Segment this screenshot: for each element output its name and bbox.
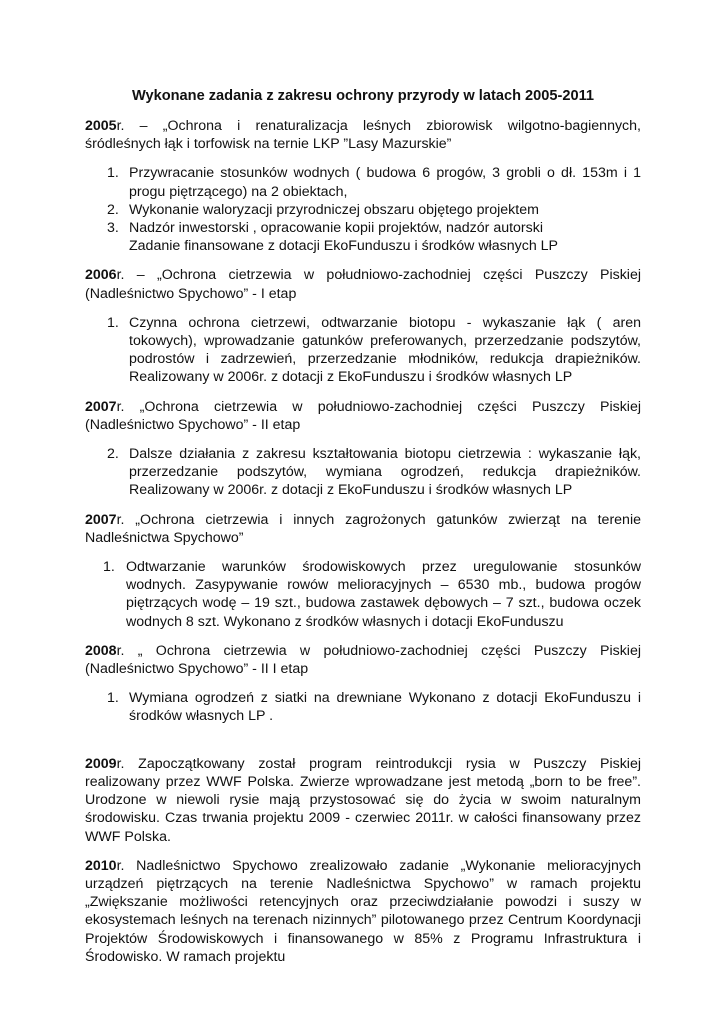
list-text: Odtwarzanie warunków środowiskowych przez uregulowanie stosunków wodnych. Zasypywanie rowów melioracyjnych – 6530 mb., budowa progów piętrzących wodę – 19 szt., budowa zastawek dębowych – 7 szt., budowa oczek wodnych 8 szt. Wykonano z środków własnych i dotacji EkoFunduszu xyxy=(126,559,641,630)
list-text: Wymiana ogrodzeń z siatki na drewniane Wykonano z dotacji EkoFunduszu i środków własnych LP . xyxy=(129,690,641,725)
list-item xyxy=(85,219,641,237)
list-number: 2. xyxy=(107,201,119,218)
section-text: r. – „Ochrona i renaturalizacja leśnych zbiorowisk wilgotno-bagiennych, śródleśnych łąk i torfowisk na ternie LKP ”Lasy Mazurskie” xyxy=(85,118,641,153)
list-item xyxy=(85,164,641,200)
task-list xyxy=(85,445,641,500)
section-2009 xyxy=(85,755,641,846)
list-number: 3. xyxy=(107,220,119,237)
section-text: r. „ Ochrona cietrzewia w południowo-zachodniej części Puszczy Piskiej (Nadleśnictwo Spychowo” - II I etap xyxy=(85,642,641,678)
section-year: 2009 xyxy=(85,755,117,772)
list-item xyxy=(85,201,641,219)
list-text: Czynna ochrona cietrzewi, odtwarzanie biotopu - wykaszanie łąk ( aren tokowych), wprowadzanie gatunków preferowanych, przerzedzanie podszytów, podrostów i zadrzewień, przerzedzanie młodników, redukcja drapieżników. Realizowany w 2006r. z dotacji z EkoFunduszu i środków własnych LP xyxy=(129,314,641,386)
section-text: r. Nadleśnictwo Spychowo zrealizowało zadanie „Wykonanie melioracyjnych urządzeń piętrzących na terenie Nadleśnictwa Spychowo” w ramach projektu „Zwiększanie możliwości retencyjnych oraz przeciwdziałanie powodzi i suszy w ekosystemach leśnych na terenach nizinnych” pilotowanego przez Centrum Koordynacji Projektów Środowiskowych i finansowanego w 85% z Programu Infrastruktura i Środowisko. W ramach projektu xyxy=(85,857,641,965)
section-year: 2007 xyxy=(85,511,117,528)
list-number: 2. xyxy=(107,446,119,463)
section-year: 2006 xyxy=(85,267,117,284)
section-year: 2008 xyxy=(85,642,117,659)
section-text: r. Zapoczątkowany został program reintrodukcji rysia w Puszczy Piskiej realizowany przez WWF Polska. Zwierze wprowadzane jest metodą „born to be free”. Urodzone w niewoli rysie mają przystosować się do życia w swoim naturalnym środowisku. Czas trwania projektu 2009 - czerwiec 2011r. w całości finansowany przez WWF Polska. xyxy=(85,755,641,845)
section-text: r. – „Ochrona cietrzewia w południowo-zachodniej części Puszczy Piskiej (Nadleśnictwo Spychowo” - I etap xyxy=(85,267,641,302)
document-title: Wykonane zadania z zakresu ochrony przyrody w latach 2005-2011 xyxy=(131,88,595,104)
list-text: Wykonanie waloryzacji przyrodniczej obszaru objętego projektem xyxy=(129,201,539,218)
list-number: 1. xyxy=(103,559,115,576)
section-year: 2005 xyxy=(85,118,117,134)
section-year: 2007 xyxy=(85,398,117,415)
list-number: 1. xyxy=(107,690,119,707)
task-list xyxy=(85,314,641,387)
list-item xyxy=(85,558,641,631)
section-2010 xyxy=(85,857,641,966)
list-number: 1. xyxy=(107,165,119,182)
task-list xyxy=(85,164,641,237)
section-2007-a xyxy=(85,398,641,434)
list-text: Nadzór inwestorski , opracowanie kopii projektów, nadzór autorski xyxy=(129,220,543,237)
section-2007-b xyxy=(85,511,641,547)
spacer xyxy=(85,737,641,755)
list-number: 1. xyxy=(107,314,119,331)
funding-note: Zadanie finansowane z dotacji EkoFunduszu i środków własnych LP xyxy=(129,238,559,255)
list-item xyxy=(85,314,641,387)
section-text: r. „Ochrona cietrzewia i innych zagrożonych gatunków zwierząt na terenie Nadleśnictwa Spychowo” xyxy=(85,511,641,546)
section-2006 xyxy=(85,266,641,302)
section-year: 2010 xyxy=(85,857,117,874)
task-list xyxy=(85,558,641,631)
section-2005 xyxy=(85,117,641,153)
list-item xyxy=(85,445,641,500)
section-2008 xyxy=(85,642,641,678)
list-item xyxy=(85,689,641,725)
task-list xyxy=(85,689,641,725)
section-text: r. „Ochrona cietrzewia w południowo-zachodniej części Puszczy Piskiej (Nadleśnictwo Spychowo” - II etap xyxy=(85,398,641,433)
list-text: Przywracanie stosunków wodnych ( budowa 6 progów, 3 grobli o dł. 153m i 1 progu piętrzącego) na 2 obiektach, xyxy=(129,165,641,200)
list-text: Dalsze działania z zakresu kształtowania biotopu cietrzewia : wykaszanie łąk, przerzedzanie podszytów, wymiana ogrodzeń, redukcja drapieżników. Realizowany w 2006r. z dotacji z EkoFunduszu i środków własnych LP xyxy=(129,446,641,499)
